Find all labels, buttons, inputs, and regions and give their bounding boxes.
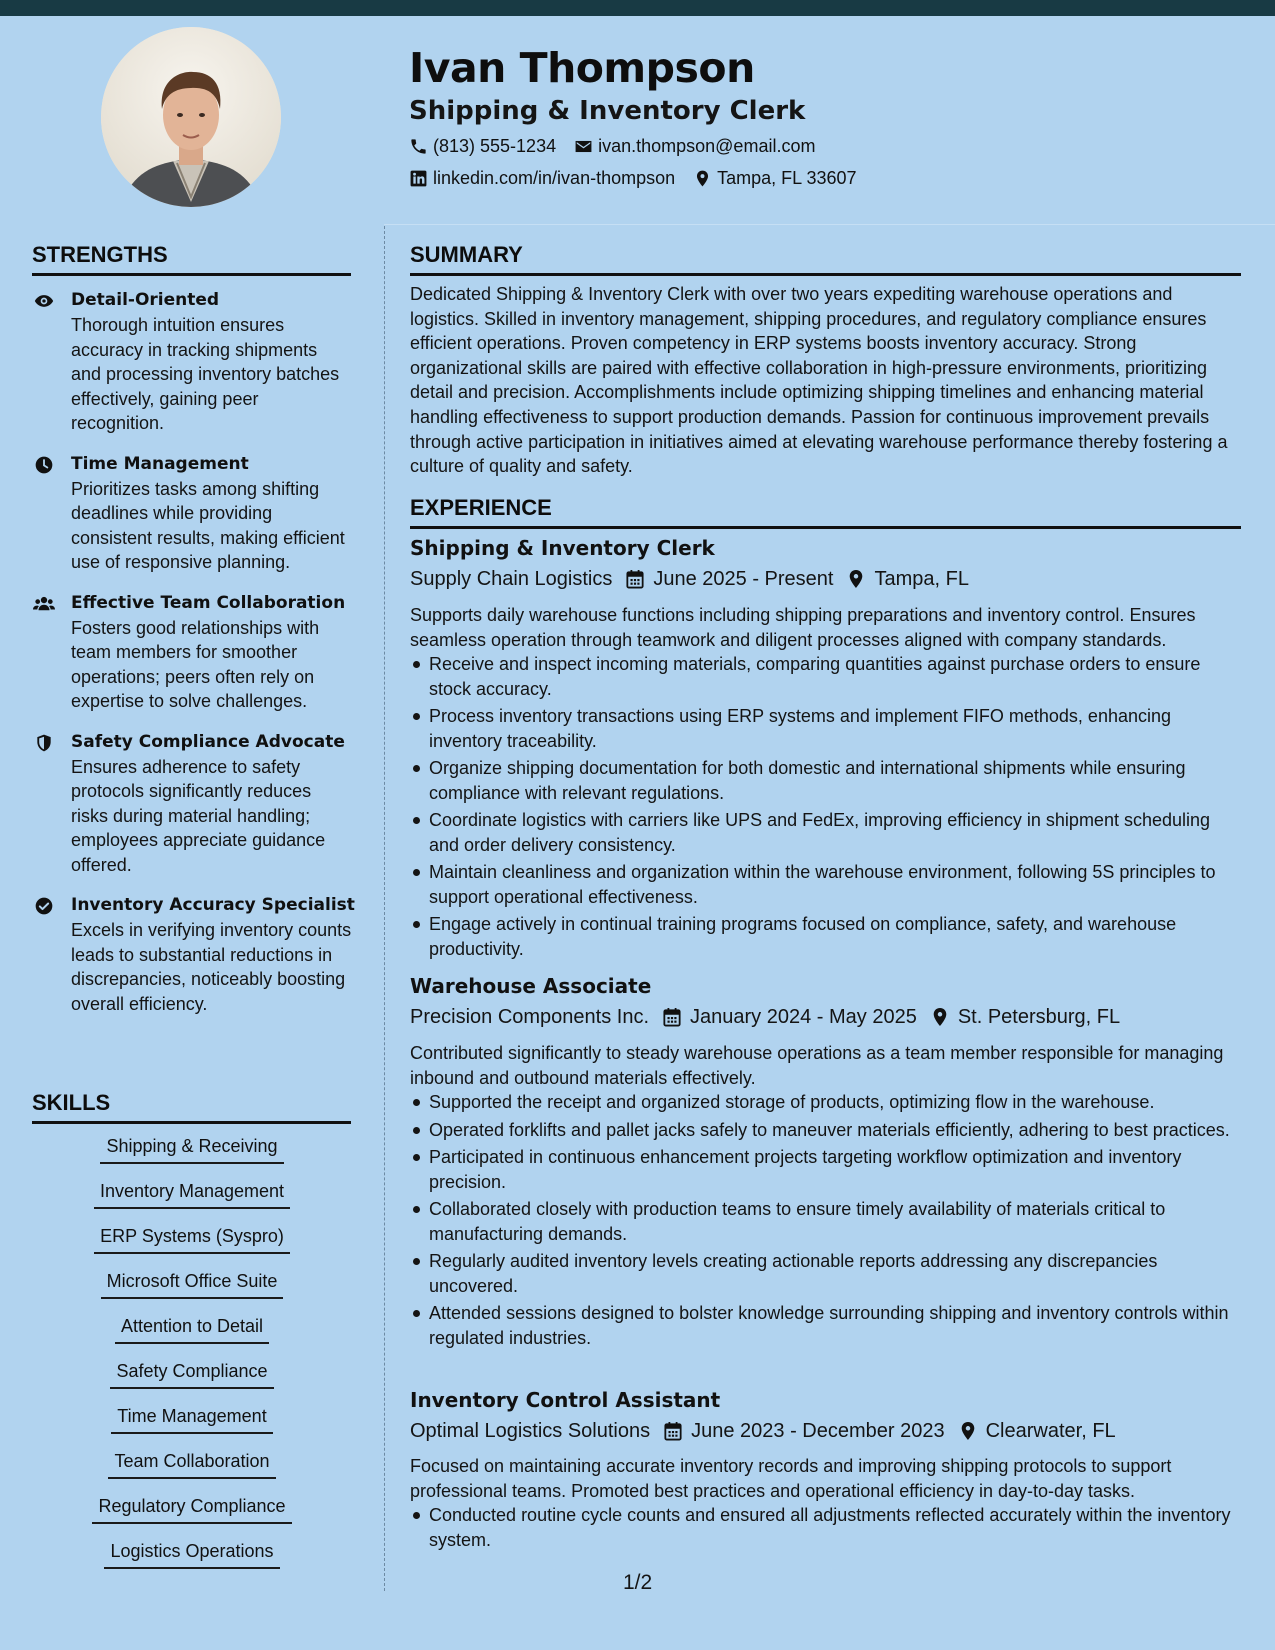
map-pin-icon [693,169,712,188]
skill-item [32,1449,352,1494]
strengths-heading: STRENGTHS [32,241,351,276]
strength-item [32,289,352,436]
job-bullet: Supported the receipt and organized storage of products, optimizing flow in the warehouse. [410,1090,1240,1115]
skill-item [32,1134,352,1179]
experience-heading: EXPERIENCE [410,494,1241,529]
strength-name: Inventory Accuracy Specialist [71,895,355,915]
job-bullet: Maintain cleanliness and organization within the warehouse environment, following 5S principles to support operational effectiveness. [410,860,1240,909]
column-divider [384,226,385,1591]
job-dates-group [626,566,833,592]
job-dates-group [663,1004,917,1030]
skill-label: Regulatory Compliance [92,1494,291,1524]
phone-text: (813) 555-1234 [433,136,557,156]
job-dates: June 2025 - Present [653,568,834,590]
calendar-icon [663,1007,681,1027]
location-contact [693,166,856,190]
job-bullet: Organize shipping documentation for both domestic and international shipments while ensuring compliance with relevant regulations. [410,756,1240,805]
skill-item [32,1359,352,1404]
summary-text: Dedicated Shipping & Inventory Clerk with over two years expediting warehouse operations and logistics. Skilled in inventory management, shipping procedures, and regulatory compliance ensures efficient operations. Proven competency in ERP systems boosts inventory accuracy. Strong organizational skills are paired with effective collaboration in high-pressure environments, prioritizing detail and precision. Accomplishments include optimizing shipping timelines and enhancing material handling effectiveness to support production demands. Passion for continuous improvement prevails through active participation in initiatives aimed at elevating warehouse performance thereby fostering a culture of quality and safety. [410,284,1228,477]
strength-item [32,592,352,714]
job-company: Optimal Logistics Solutions [410,1420,651,1442]
job-location: Clearwater, FL [985,1420,1116,1442]
candidate-title: Shipping & Inventory Clerk [409,96,806,126]
strength-desc: Prioritizes tasks among shifting deadlines while providing consistent results, making efficient use of responsive planning. [71,478,345,572]
job-company: Supply Chain Logistics [410,568,613,590]
eye-icon [33,291,55,311]
skill-label: Logistics Operations [104,1539,279,1569]
skill-label: Time Management [111,1404,272,1434]
contact-row [409,134,815,158]
skill-item [32,1269,352,1314]
location-text: Tampa, FL 33607 [717,168,857,188]
email-text[interactable]: ivan.thompson@email.com [598,136,816,156]
job-location-group [931,1004,1120,1030]
shield-icon [33,733,55,753]
job-description: Contributed significantly to steady warehouse operations as a team member responsible for managing inbound and outbound materials effectively. [410,1043,1224,1088]
map-pin-icon [847,569,865,589]
phone-icon [409,137,428,156]
job-bullet: Engage actively in continual training programs focused on compliance, safety, and warehouse productivity. [410,912,1240,961]
job-title: Inventory Control Assistant [410,1388,721,1412]
map-pin-icon [931,1007,949,1027]
job-title: Shipping & Inventory Clerk [410,536,715,560]
strength-desc: Excels in verifying inventory counts leads to substantial reductions in discrepancies, noticeably boosting overall efficiency. [71,920,352,1014]
strength-item [32,453,352,575]
header-divider [384,224,1275,225]
profile-photo [101,27,281,207]
job-meta [410,566,969,592]
strength-name: Detail-Oriented [71,290,220,310]
clock-icon [33,455,55,475]
job-bullet: Collaborated closely with production teams to ensure timely availability of materials critical to manufacturing demands. [410,1197,1240,1246]
strength-desc: Ensures adherence to safety protocols significantly reduces risks during material handling; employees appreciate guidance offered. [71,756,326,875]
skill-label: Microsoft Office Suite [101,1269,284,1299]
linkedin-contact[interactable] [409,166,675,190]
job-meta [410,1004,1120,1030]
linkedin-text[interactable]: linkedin.com/in/ivan-thompson [433,168,676,188]
job-title: Warehouse Associate [410,974,652,998]
candidate-name: Ivan Thompson [409,44,755,92]
users-icon [33,594,55,614]
skill-label: Team Collaboration [108,1449,275,1479]
skill-label: Attention to Detail [115,1314,269,1344]
strength-desc: Fosters good relationships with team members for smoother operations; peers often rely on expertise to solve challenges. [71,617,320,711]
strength-name: Safety Compliance Advocate [71,731,345,752]
skill-item [32,1539,352,1584]
job-bullet: Process inventory transactions using ERP systems and implement FIFO methods, enhancing inventory traceability. [410,704,1240,753]
job-location: St. Petersburg, FL [957,1006,1121,1028]
phone-contact [409,134,556,158]
linkedin-icon [409,169,428,188]
page-number: 1/2 [623,1571,653,1594]
calendar-icon [626,569,644,589]
job-bullets [410,1503,1240,1555]
strength-item [32,894,355,1016]
skill-item [32,1179,352,1224]
skills-heading: SKILLS [32,1089,351,1124]
job-bullet: Conducted routine cycle counts and ensured all adjustments reflected accurately within the inventory system. [410,1503,1240,1552]
job-dates: January 2024 - May 2025 [690,1006,917,1028]
job-location: Tampa, FL [874,568,969,590]
calendar-icon [664,1421,682,1441]
skill-item [32,1494,352,1539]
skill-label: Safety Compliance [110,1359,273,1389]
check-circle-icon [33,896,55,916]
job-description: Supports daily warehouse functions including shipping preparations and inventory control. Ensures seamless operation through teamwork and diligent processes aligned with company standards. [410,605,1196,650]
job-bullet: Receive and inspect incoming materials, comparing quantities against purchase orders to ensure stock accuracy. [410,652,1240,701]
job-bullets [410,1090,1240,1353]
skill-label: ERP Systems (Syspro) [94,1224,290,1254]
job-bullet: Coordinate logistics with carriers like UPS and FedEx, improving efficiency in shipment scheduling and order delivery consistency. [410,808,1240,857]
job-location-group [959,1418,1116,1444]
strength-name: Time Management [71,453,249,474]
strength-name: Effective Team Collaboration [71,592,346,613]
strength-item [32,731,352,878]
summary-heading: SUMMARY [410,241,1241,276]
job-bullets [410,652,1240,964]
skill-label: Shipping & Receiving [100,1134,283,1164]
skill-item [32,1314,352,1359]
job-dates-group [664,1418,945,1444]
job-bullet: Participated in continuous enhancement projects targeting workflow optimization and inventory precision. [410,1145,1240,1194]
contact-row-2 [409,166,857,190]
job-location-group [847,566,968,592]
job-meta [410,1418,1116,1444]
map-pin-icon [959,1421,977,1441]
job-bullet: Attended sessions designed to bolster knowledge surrounding shipping and inventory controls within regulated industries. [410,1301,1240,1350]
skill-item [32,1404,352,1449]
email-contact[interactable] [574,134,815,158]
job-company: Precision Components Inc. [410,1006,650,1028]
strengths-list [32,289,355,1033]
skill-item [32,1224,352,1269]
top-bar [0,0,1275,16]
job-bullet: Operated forklifts and pallet jacks safely to maneuver materials efficiently, adhering to best practices. [410,1118,1240,1143]
job-description: Focused on maintaining accurate inventory records and improving shipping protocols to support professional teams. Promoted best practices and operational efficiency in day-to-day tasks. [410,1456,1172,1501]
strength-desc: Thorough intuition ensures accuracy in tracking shipments and processing inventory batches effectively, gaining peer recognition. [71,315,340,433]
envelope-icon [574,137,593,156]
skills-list [32,1134,352,1584]
job-bullet: Regularly audited inventory levels creating actionable reports addressing any discrepancies uncovered. [410,1249,1240,1298]
job-dates: June 2023 - December 2023 [691,1420,945,1442]
skill-label: Inventory Management [94,1179,290,1209]
